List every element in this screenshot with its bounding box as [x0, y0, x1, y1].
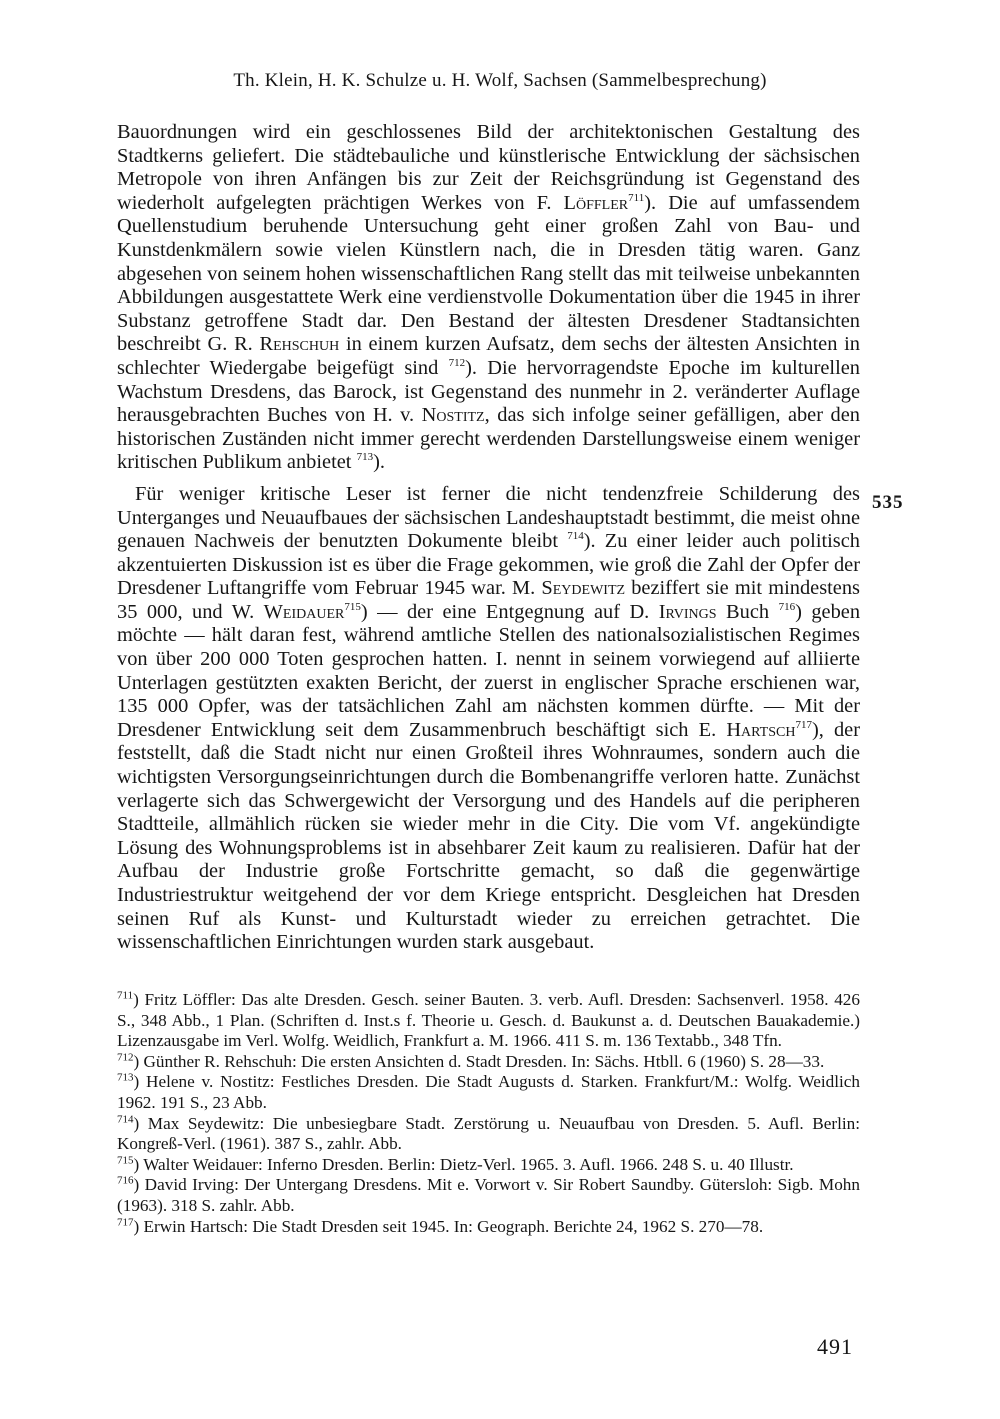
footnote-number: 717 — [117, 1215, 134, 1228]
author-name: Rehschuh — [259, 333, 340, 356]
author-name: Irvings — [658, 600, 717, 623]
footnote-text: ) Helene v. Nostitz: Festliches Dresden. Die Stadt Augusts d. Starken. Frankfurt/M.: Wolfg. Weidlich 1962. 191 S., 23 Abb. — [117, 1072, 860, 1112]
footnote-text: ) Walter Weidauer: Inferno Dresden. Berlin: Dietz-Verl. 1965. 3. Aufl. 1966. 248 S. u. 40 Illustr. — [133, 1154, 794, 1174]
footnote-number: 715 — [117, 1154, 134, 1167]
footnote-717 — [117, 1217, 860, 1238]
author-name: Hartsch — [726, 718, 796, 741]
footnote-714 — [117, 1114, 860, 1155]
footnote-number: 712 — [117, 1051, 134, 1064]
footnote-716 — [117, 1175, 860, 1216]
footnote-text: ) Fritz Löffler: Das alte Dresden. Gesch. seiner Bauten. 3. verb. Aufl. Dresden: Sachsenverl. 1958. 426 S., 348 Abb., 1 Plan. (Schriften d. Inst.s f. Theorie u. Gesch. d. Baukunst a. d. Deutschen Bauakademie.) Lizenzausgabe im Verl. Wolfg. Weidlich, Frankfurt a. M. 1966. 411 S. m. 136 Textabb., 348 Tfn. — [117, 990, 860, 1051]
footnote-ref[interactable]: 716 — [778, 601, 796, 614]
footnote-ref[interactable]: 715 — [344, 601, 361, 614]
footnote-715 — [117, 1155, 860, 1176]
text-run: beziffert sie mit mindestens 35 000, und W. — [117, 577, 860, 623]
footnote-ref[interactable]: 714 — [567, 530, 584, 543]
text-run: ) — der eine Entgegnung auf D. — [360, 600, 659, 623]
footnote-713 — [117, 1072, 860, 1113]
footnote-text: ) Günther R. Rehschuh: Die ersten Ansichten d. Stadt Dresden. In: Sächs. Htbll. 6 (1960) S. 28—33. — [133, 1051, 825, 1071]
text-run: Für weniger kritische Leser ist ferner die nicht tendenzfreie Schilderung des Unterganges und Neuaufbaues der sächsischen Landeshauptstadt bestimmt, die meist ohne genauen Nachweis der benutzten Dokumente bleibt — [117, 482, 860, 553]
paragraph-1 — [117, 121, 860, 475]
footnote-text: ) Erwin Hartsch: Die Stadt Dresden seit 1945. In: Geograph. Berichte 24, 1962 S. 270—78. — [133, 1216, 764, 1236]
text-run: ). Die auf umfassendem Quellenstudium beruhende Untersuchung geht einer großen Zahl von Bau- und Kunstdenkmälern sowie vielen Künstlern nach, die in Dresden tätig waren. Ganz abgesehen von seinem hohen wissenschaftlichen Rang stellt das mit teilweise unbekannten Abbildungen ausgestattete Werk eine verdienstvolle Dokumentation über die 1945 in ihrer Substanz getroffene Stadt dar. Den Bestand der ältesten Dresdener Stadtansichten beschreibt G. R. — [117, 191, 860, 356]
footnotes — [117, 990, 860, 1237]
footnote-ref[interactable]: 717 — [795, 719, 812, 732]
text-run: ). Zu einer leider auch politisch akzentuierten Diskussion ist es über die Frage gekommen, wie groß die Zahl der Opfer der Dresdener Luftangriffe vom Februar 1945 war. M. — [117, 530, 860, 600]
text-run: ). Die hervorragendste Epoche im kulturellen Wachstum Dresdens, das Barock, ist Gegenstand des nunmehr in 2. veränderter Auflage herausgebrachten Buches von H. v. — [117, 356, 860, 427]
page-number: 491 — [817, 1334, 853, 1359]
footnote-number: 713 — [117, 1071, 134, 1084]
footnote-712 — [117, 1052, 860, 1073]
footnote-711 — [117, 990, 860, 1052]
body-text — [117, 121, 860, 955]
author-name: Seydewitz — [541, 577, 626, 600]
footnote-text: ) David Irving: Der Untergang Dresdens. Mit e. Vorwort v. Sir Robert Saundby. Gütersloh: Sigb. Mohn (1963). 318 S. zahlr. Abb. — [117, 1175, 860, 1215]
text-run: ) geben möchte — hält daran fest, während amtliche Stellen des nationalsozialistischen Regimes von über 200 000 Toten gesprochen hatten. I. nennt in seinem vorwiegend auf alliierte Unterlagen gestützten exakten Bericht, der zuerst in englischer Sprache erschienen war, 135 000 Opfer, was der tatsächlichen Zahl am nächsten kommen dürfte. — Mit der Dresdener Entwicklung seit dem Zusammenbruch beschäftigt sich E. — [117, 600, 861, 741]
footnote-ref[interactable]: 712 — [448, 357, 466, 370]
footnote-number: 711 — [117, 989, 134, 1002]
text-run: , das sich infolge seiner gefälligen, aber den historischen Zuständen nicht immer gerecht werdenden Darstellungsweise einem weniger kritischen Publikum anbietet — [117, 404, 860, 474]
running-head: Th. Klein, H. K. Schulze u. H. Wolf, Sachsen (Sammelbesprechung) — [233, 70, 767, 91]
paragraph-2 — [117, 483, 860, 955]
text-run: in einem kurzen Aufsatz, dem sechs der ältesten Ansichten in schlechter Wiedergabe beigefügt sind — [117, 333, 860, 379]
author-name: Nostitz — [421, 404, 485, 427]
footnote-number: 716 — [117, 1174, 134, 1187]
text-run: ), der feststellt, daß die Stadt nicht nur einen Großteil ihres Wohnraumes, sondern auch die wichtigsten Versorgungseinrichtungen durch die Bombenangriffe verloren hatte. Zunächst verlagerte sich das Schwergewicht der Versorgung und des Handels auf die peripheren Stadtteile, allmählich rücken sie wieder mehr in die City. Die vom Vf. angekündigte Lösung des Wohnungsproblems ist in absehbarer Zeit kaum zu realisieren. Dafür hat der Aufbau der Industrie große Fortschritte gemacht, so daß die gegenwärtige Industriestruktur weitgehend der vor dem Kriege entspricht. Desgleichen hat Dresden seinen Ruf als Kunst- und Kulturstadt wieder zu erreichen getrachtet. Die wissenschaftlichen Einrichtungen wurden stark ausgebaut. — [117, 718, 860, 954]
author-name: Weidauer — [263, 600, 345, 623]
footnote-ref[interactable]: 713 — [356, 451, 374, 464]
text-run: Buch — [716, 600, 779, 623]
text-run: Bauordnungen wird ein geschlossenes Bild der architektonischen Gestaltung des Stadtkerns geliefert. Die städtebauliche und künstlerische Entwicklung der sächsischen Metropole von ihren Anfängen bis zur Zeit der Reichsgründung ist Gegenstand des wiederholt aufgelegten prächtigen Werkes von F. — [117, 121, 860, 214]
footnote-number: 714 — [117, 1112, 134, 1125]
footnote-ref[interactable]: 711 — [628, 191, 645, 204]
text-run: ). — [373, 451, 385, 474]
margin-number: 535 — [872, 492, 904, 513]
author-name: Löffler — [563, 191, 629, 214]
footnote-text: ) Max Seydewitz: Die unbesiegbare Stadt. Zerstörung u. Neuaufbau von Dresden. 5. Aufl. Berlin: Kongreß-Verl. (1961). 387 S., zahlr. Abb. — [117, 1113, 860, 1154]
